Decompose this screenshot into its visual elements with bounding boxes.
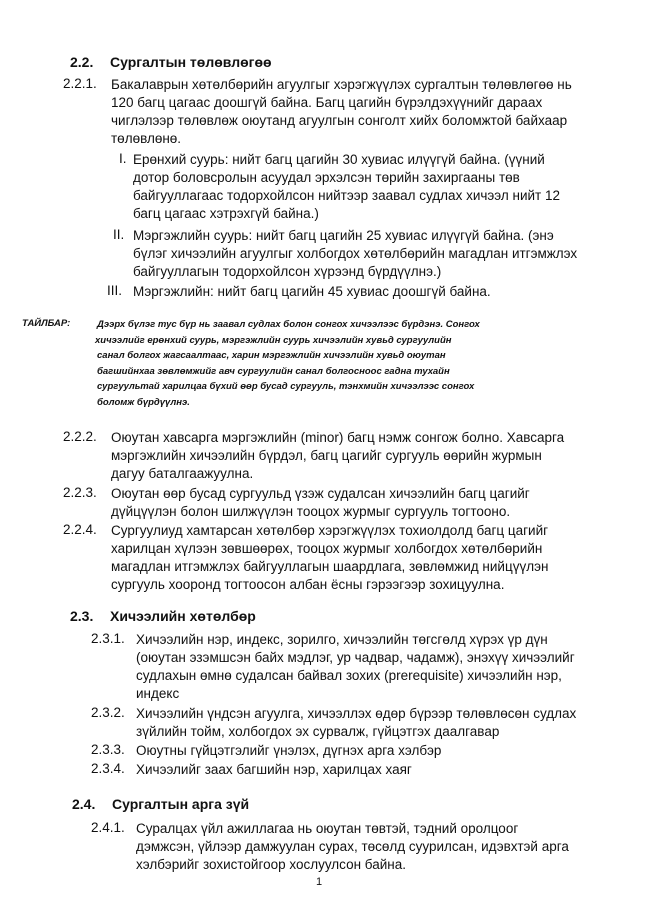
- text-line: Оюутан хавсарга мэргэжлийн (minor) багц нэмж сонгож болно. Хавсарга: [111, 430, 565, 445]
- text-line: боломж бүрдүүлнэ.: [97, 396, 190, 408]
- text-line: Ерөнхий суурь: нийт багц цагийн 30 хувиас илүүгүй байна. (үүний: [133, 152, 545, 167]
- text-line: багшийнхаа зөвлөмжийг авч сургуулийн санал болгосноос гадна тухайн: [97, 365, 450, 377]
- text-line: Мэргэжлийн: нийт багц цагийн 45 хувиас доошгүй байна.: [133, 284, 491, 299]
- text-line: санал болгох жагсаалтаас, харин мэргэжлийн хичээлийн хувьд оюутан: [97, 350, 446, 361]
- text-line: Хичээлийн нэр, индекс, зорилго, хичээлийн төгсгөлд хүрэх үр дүн: [136, 632, 548, 647]
- roman-number: II.: [113, 227, 125, 242]
- text-line: дотор боловсролын асуудал эрхэлсэн төрийн захиргааны төв: [133, 170, 520, 185]
- item-number: 2.3.3.: [91, 742, 125, 757]
- section-title: Хичээлийн хөтөлбөр: [110, 608, 256, 624]
- note-label: ТАЙЛБАР:: [22, 318, 71, 329]
- roman-item-3-text: [133, 283, 591, 301]
- item-2-3-2-text: [136, 705, 596, 741]
- text-line: Хичээлийг заах багшийн нэр, харилцах хаяг: [136, 762, 412, 777]
- text-line: харилцан хүлээн зөвшөөрөх, тооцох журмыг холбогдох хөтөлбөрийн: [111, 541, 543, 556]
- text-line: индекс: [136, 686, 180, 701]
- text-line: дүйцүүлэн болон шилжүүлэн тооцох журмыг сургууль тогтооно.: [111, 504, 511, 519]
- text-line: чиглэлээр төлөвлөж оюутанд агуулгын сонголт хийх боломжтой байхаар: [111, 113, 568, 128]
- text-line: дэмжсэн, үйлээр дамжуулан сурах, төсөлд суурилсан, идэвхтэй арга: [136, 839, 569, 854]
- section-number: 2.3.: [70, 608, 94, 624]
- text-line: Дээрх бүлэг тус бүр нь заавал судлах болон сонгох хичээлээс бүрдэнэ. Сонгох: [97, 319, 480, 330]
- section-title: Сургалтын арга зүй: [112, 796, 250, 812]
- text-line: байгууллагаас тодорхойлсон нийтээр заавал судлах хичээл нийт 12: [133, 188, 560, 203]
- text-line: Суралцах үйл ажиллагаа нь оюутан төвтэй, тэдний оролцоог: [136, 821, 519, 836]
- text-line: хичээлийг ерөнхий суурь, мэргэжлийн суурь хичээлийн хувьд сургуулийн: [95, 334, 452, 346]
- item-number: 2.2.3.: [63, 485, 97, 500]
- item-number: 2.2.1.: [63, 76, 97, 91]
- note-text: [97, 317, 597, 410]
- text-line: багц цагаас хэтрэхгүй байна.): [133, 206, 319, 221]
- roman-item-1-text: [133, 151, 591, 223]
- text-line: мэргэжлийн хичээлийн бүрдэл, багц цагийг сургууль өөрийн журмын: [111, 448, 542, 463]
- text-line: 120 багц цагаас доошгүй байна. Багц цагийн бүрэлдэхүүнийг дараах: [111, 95, 543, 110]
- page-number: 1: [316, 876, 323, 888]
- item-2-2-4-text: [111, 522, 591, 594]
- section-number: 2.2.: [70, 54, 94, 70]
- item-number: 2.3.1.: [91, 631, 125, 646]
- item-2-2-3-text: [111, 485, 591, 521]
- text-line: дагуу баталгаажуулна.: [111, 466, 254, 481]
- roman-item-2-text: [133, 227, 591, 281]
- text-line: хэлбэрийг зохистойгоор хослуулсон байна.: [136, 857, 406, 872]
- text-line: Хичээлийн үндсэн агуулга, хичээллэх өдөр бүрээр төлөвлөсөн судлах: [136, 706, 577, 721]
- section-number: 2.4.: [72, 796, 96, 812]
- text-line: Оюутны гүйцэтгэлийг үнэлэх, дүгнэх арга хэлбэр: [136, 743, 442, 758]
- roman-number: I.: [119, 151, 127, 166]
- section-heading-2-3: [70, 608, 470, 626]
- item-number: 2.3.2.: [91, 705, 125, 720]
- section-title: Сургалтын төлөвлөгөө: [110, 54, 272, 70]
- roman-number: III.: [107, 283, 123, 298]
- text-line: сургууль хооронд тогтоосон албан ёсны гэрээгээр зохицуулна.: [111, 577, 505, 592]
- item-2-3-4-text: [136, 761, 596, 779]
- item-2-2-1-text: [111, 76, 591, 148]
- item-2-3-3-text: [136, 742, 596, 760]
- text-line: байгууллагын тодорхойлсон хүрээнд бүрдүүлнэ.): [133, 264, 442, 279]
- item-2-3-1-text: [136, 631, 596, 703]
- item-number: 2.4.1.: [91, 820, 125, 835]
- text-line: (оюутан эзэмшсэн байх мэдлэг, ур чадвар, чадамж), энэхүү хичээлийг: [136, 650, 575, 665]
- item-2-2-2-text: [111, 429, 591, 483]
- item-2-4-1-text: [136, 820, 596, 874]
- item-number: 2.3.4.: [91, 761, 125, 776]
- text-line: зүйлийн тойм, холбогдох эх сурвалж, гүйцэтгэх даалгавар: [136, 724, 500, 739]
- text-line: Бакалаврын хөтөлбөрийн агуулгыг хэрэгжүүлэх сургалтын төлөвлөгөө нь: [111, 77, 572, 92]
- item-number-rest: 3.2.: [102, 705, 125, 720]
- text-line: Сургуулиуд хамтарсан хөтөлбөр хэрэгжүүлэх тохиолдолд багц цагийг: [111, 523, 549, 538]
- text-line: магадлан итгэмжлэх байгууллагын шаардлага, зөвлөмжид нийцүүлэн: [111, 559, 549, 574]
- item-number: 2.2.2.: [63, 429, 97, 444]
- section-heading-2-4: [72, 796, 472, 814]
- text-line: бүлэг хичээлийн агуулгыг холбогдох хөтөлбөрийн магадлан итгэмжлэх: [133, 246, 578, 261]
- item-number: 2.2.4.: [63, 522, 97, 537]
- text-line: Мэргэжлийн суурь: нийт багц цагийн 25 хувиас илүүгүй байна. (энэ: [133, 228, 554, 243]
- text-line: Оюутан өөр бусад сургуульд үзэж судалсан хичээлийн багц цагийг: [111, 486, 530, 501]
- text-line: сургуультай харилцаа бүхий өөр бусад сургууль, тэнхмийн хичээлээс сонгох: [97, 381, 475, 392]
- section-heading-2-2: [70, 54, 470, 72]
- text-line: төлөвлөнө.: [111, 131, 182, 146]
- text-line: судлахын өмнө судалсан байвал зохих (prerequisite) хичээлийн нэр,: [136, 668, 562, 683]
